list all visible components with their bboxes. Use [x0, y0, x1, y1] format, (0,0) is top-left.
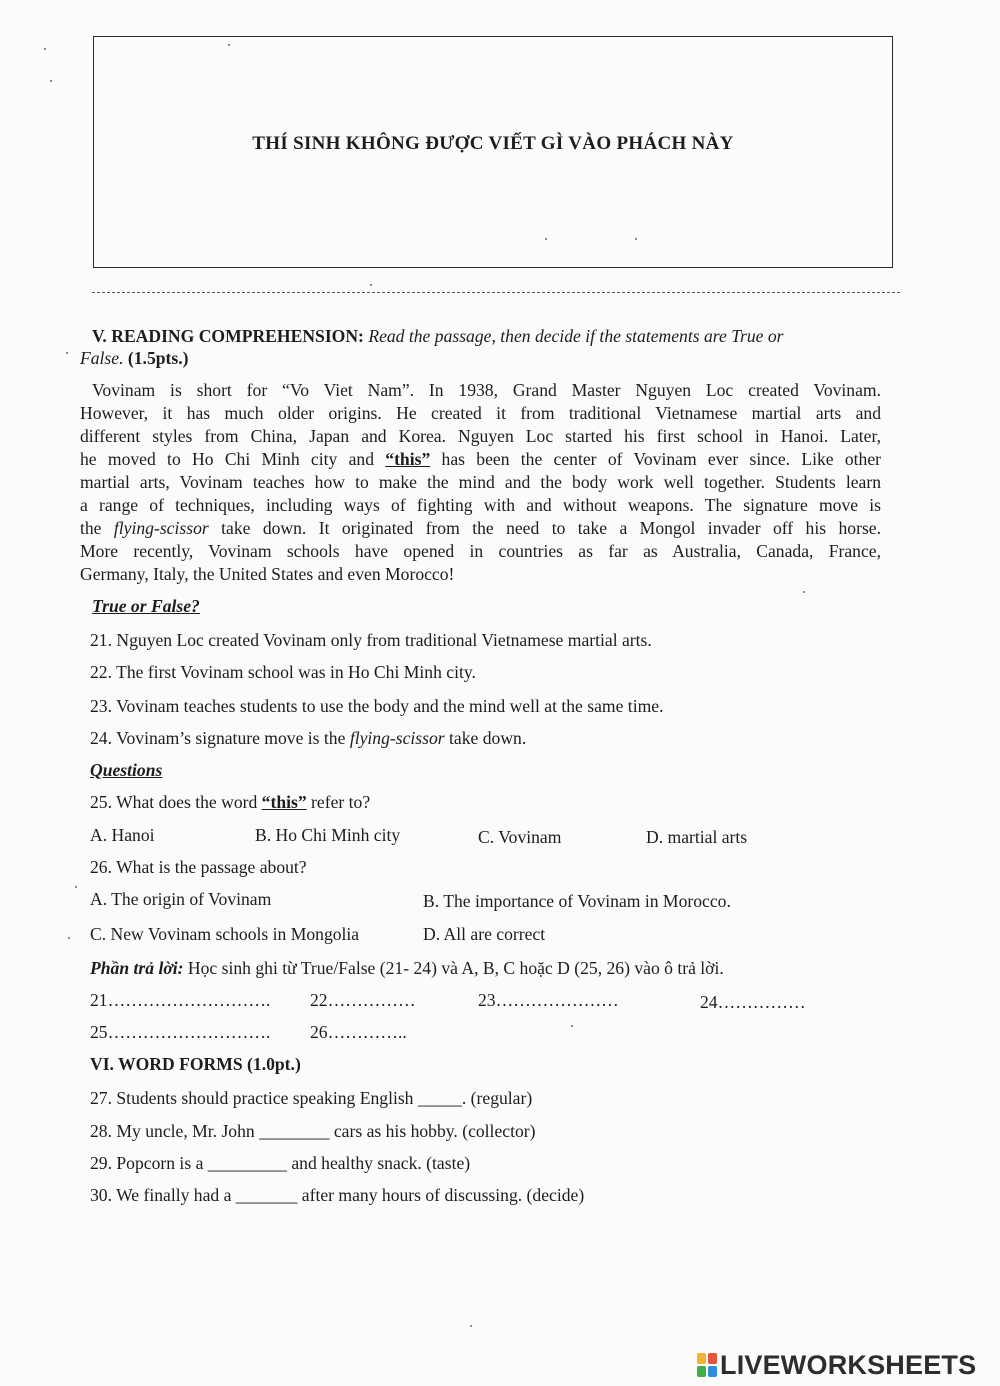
logo-square	[708, 1366, 717, 1377]
scan-speck	[545, 238, 547, 240]
q25-option-d[interactable]: D. martial arts	[646, 827, 748, 847]
passage-line: the flying-scissor take down. It originated from the need to take a Mongol invader off his horse.	[80, 518, 881, 538]
section5-instruction: Read the passage, then decide if the statements are True or	[368, 326, 784, 346]
logo-square	[697, 1366, 706, 1377]
notice-title: THÍ SINH KHÔNG ĐƯỢC VIẾT GÌ VÀO PHÁCH NÀY	[252, 133, 734, 154]
q26-option-b[interactable]: B. The importance of Vovinam in Morocco.	[423, 891, 731, 911]
q25-option-a[interactable]: A. Hanoi	[90, 825, 155, 845]
q26-option-d[interactable]: D. All are correct	[423, 924, 546, 944]
logo-square	[708, 1353, 717, 1364]
logo-square	[697, 1353, 706, 1364]
section5-instruction-cont: False.	[80, 348, 124, 368]
this-keyword: “this”	[385, 449, 431, 469]
word-form-29[interactable]: 29. Popcorn is a _________ and healthy snack. (taste)	[90, 1153, 471, 1173]
candidate-notice-box	[93, 36, 893, 268]
answer-blank-22[interactable]: 22……………	[310, 990, 416, 1010]
q26-option-a[interactable]: A. The origin of Vovinam	[90, 889, 272, 909]
answer-blank-26[interactable]: 26…………..	[310, 1022, 407, 1042]
tf-item-21: 21. Nguyen Loc created Vovinam only from traditional Vietnamese martial arts.	[90, 630, 652, 650]
q25-option-b[interactable]: B. Ho Chi Minh city	[255, 825, 401, 845]
logo-text: LIVEWORKSHEETS	[720, 1349, 977, 1380]
scan-speck	[635, 238, 637, 240]
scan-speck	[68, 937, 70, 939]
word-form-27[interactable]: 27. Students should practice speaking English _____. (regular)	[90, 1088, 533, 1108]
section5-heading-line2	[80, 348, 189, 369]
answer-instruction-line: Phần trả lời: Học sinh ghi từ True/False (21- 24) và A, B, C hoặc D (25, 26) vào ô trả lời.	[90, 958, 724, 978]
liveworksheets-logo	[697, 1350, 976, 1380]
section5-heading-line	[92, 326, 784, 347]
passage-line: However, it has much older origins. He created it from traditional Vietnamese martial arts and	[80, 403, 881, 423]
answer-blank-25[interactable]: 25……………………….	[90, 1022, 271, 1042]
passage-line: More recently, Vovinam schools have opened in countries as far as Australia, Canada, France,	[80, 541, 881, 561]
passage-line: Vovinam is short for “Vo Viet Nam”. In 1938, Grand Master Nguyen Loc created Vovinam.	[92, 380, 881, 400]
section5-heading: V. READING COMPREHENSION:	[92, 326, 364, 346]
answer-blank-23[interactable]: 23…………………	[478, 990, 619, 1010]
section6-heading: VI. WORD FORMS (1.0pt.)	[90, 1054, 301, 1074]
answer-blank-24[interactable]: 24……………	[700, 992, 806, 1012]
question-25: 25. What does the word “this” refer to?	[90, 792, 371, 812]
answer-label: Phần trả lời:	[90, 958, 184, 978]
scan-speck	[66, 352, 68, 354]
passage-line: he moved to Ho Chi Minh city and “this” has been the center of Vovinam ever since. Like other	[80, 449, 881, 469]
questions-heading: Questions	[90, 760, 163, 780]
scan-speck	[571, 1025, 573, 1027]
scan-speck	[803, 591, 805, 593]
tf-item-24: 24. Vovinam’s signature move is the flying-scissor take down.	[90, 728, 527, 748]
reading-passage	[80, 379, 881, 586]
cut-line-divider	[92, 292, 900, 293]
scan-speck	[44, 48, 46, 50]
scan-speck	[370, 284, 372, 286]
scan-speck	[470, 1325, 472, 1327]
tf-item-23: 23. Vovinam teaches students to use the body and the mind well at the same time.	[90, 696, 664, 716]
word-form-28[interactable]: 28. My uncle, Mr. John ________ cars as his hobby. (collector)	[90, 1121, 536, 1141]
passage-line: Germany, Italy, the United States and even Morocco!	[80, 564, 455, 584]
tf-heading: True or False?	[92, 596, 200, 616]
passage-line: different styles from China, Japan and Korea. Nguyen Loc started his first school in Hanoi. Later,	[80, 426, 881, 446]
tf-item-22: 22. The first Vovinam school was in Ho Chi Minh city.	[90, 662, 476, 682]
liveworksheets-mark-icon	[697, 1353, 717, 1377]
scan-speck	[50, 80, 52, 82]
word-form-30[interactable]: 30. We finally had a _______ after many hours of discussing. (decide)	[90, 1185, 585, 1205]
answer-blank-21[interactable]: 21……………………….	[90, 990, 271, 1010]
question-26: 26. What is the passage about?	[90, 857, 307, 877]
scan-speck	[228, 44, 230, 46]
section5-points: (1.5pts.)	[127, 348, 189, 368]
scan-speck	[75, 886, 77, 888]
passage-line: martial arts, Vovinam teaches how to make the mind and the body work well together. Students learn	[80, 472, 881, 492]
q25-option-c[interactable]: C. Vovinam	[478, 827, 562, 847]
passage-line: a range of techniques, including ways of fighting with and without weapons. The signature move is	[80, 495, 881, 515]
q26-option-c[interactable]: C. New Vovinam schools in Mongolia	[90, 924, 360, 944]
